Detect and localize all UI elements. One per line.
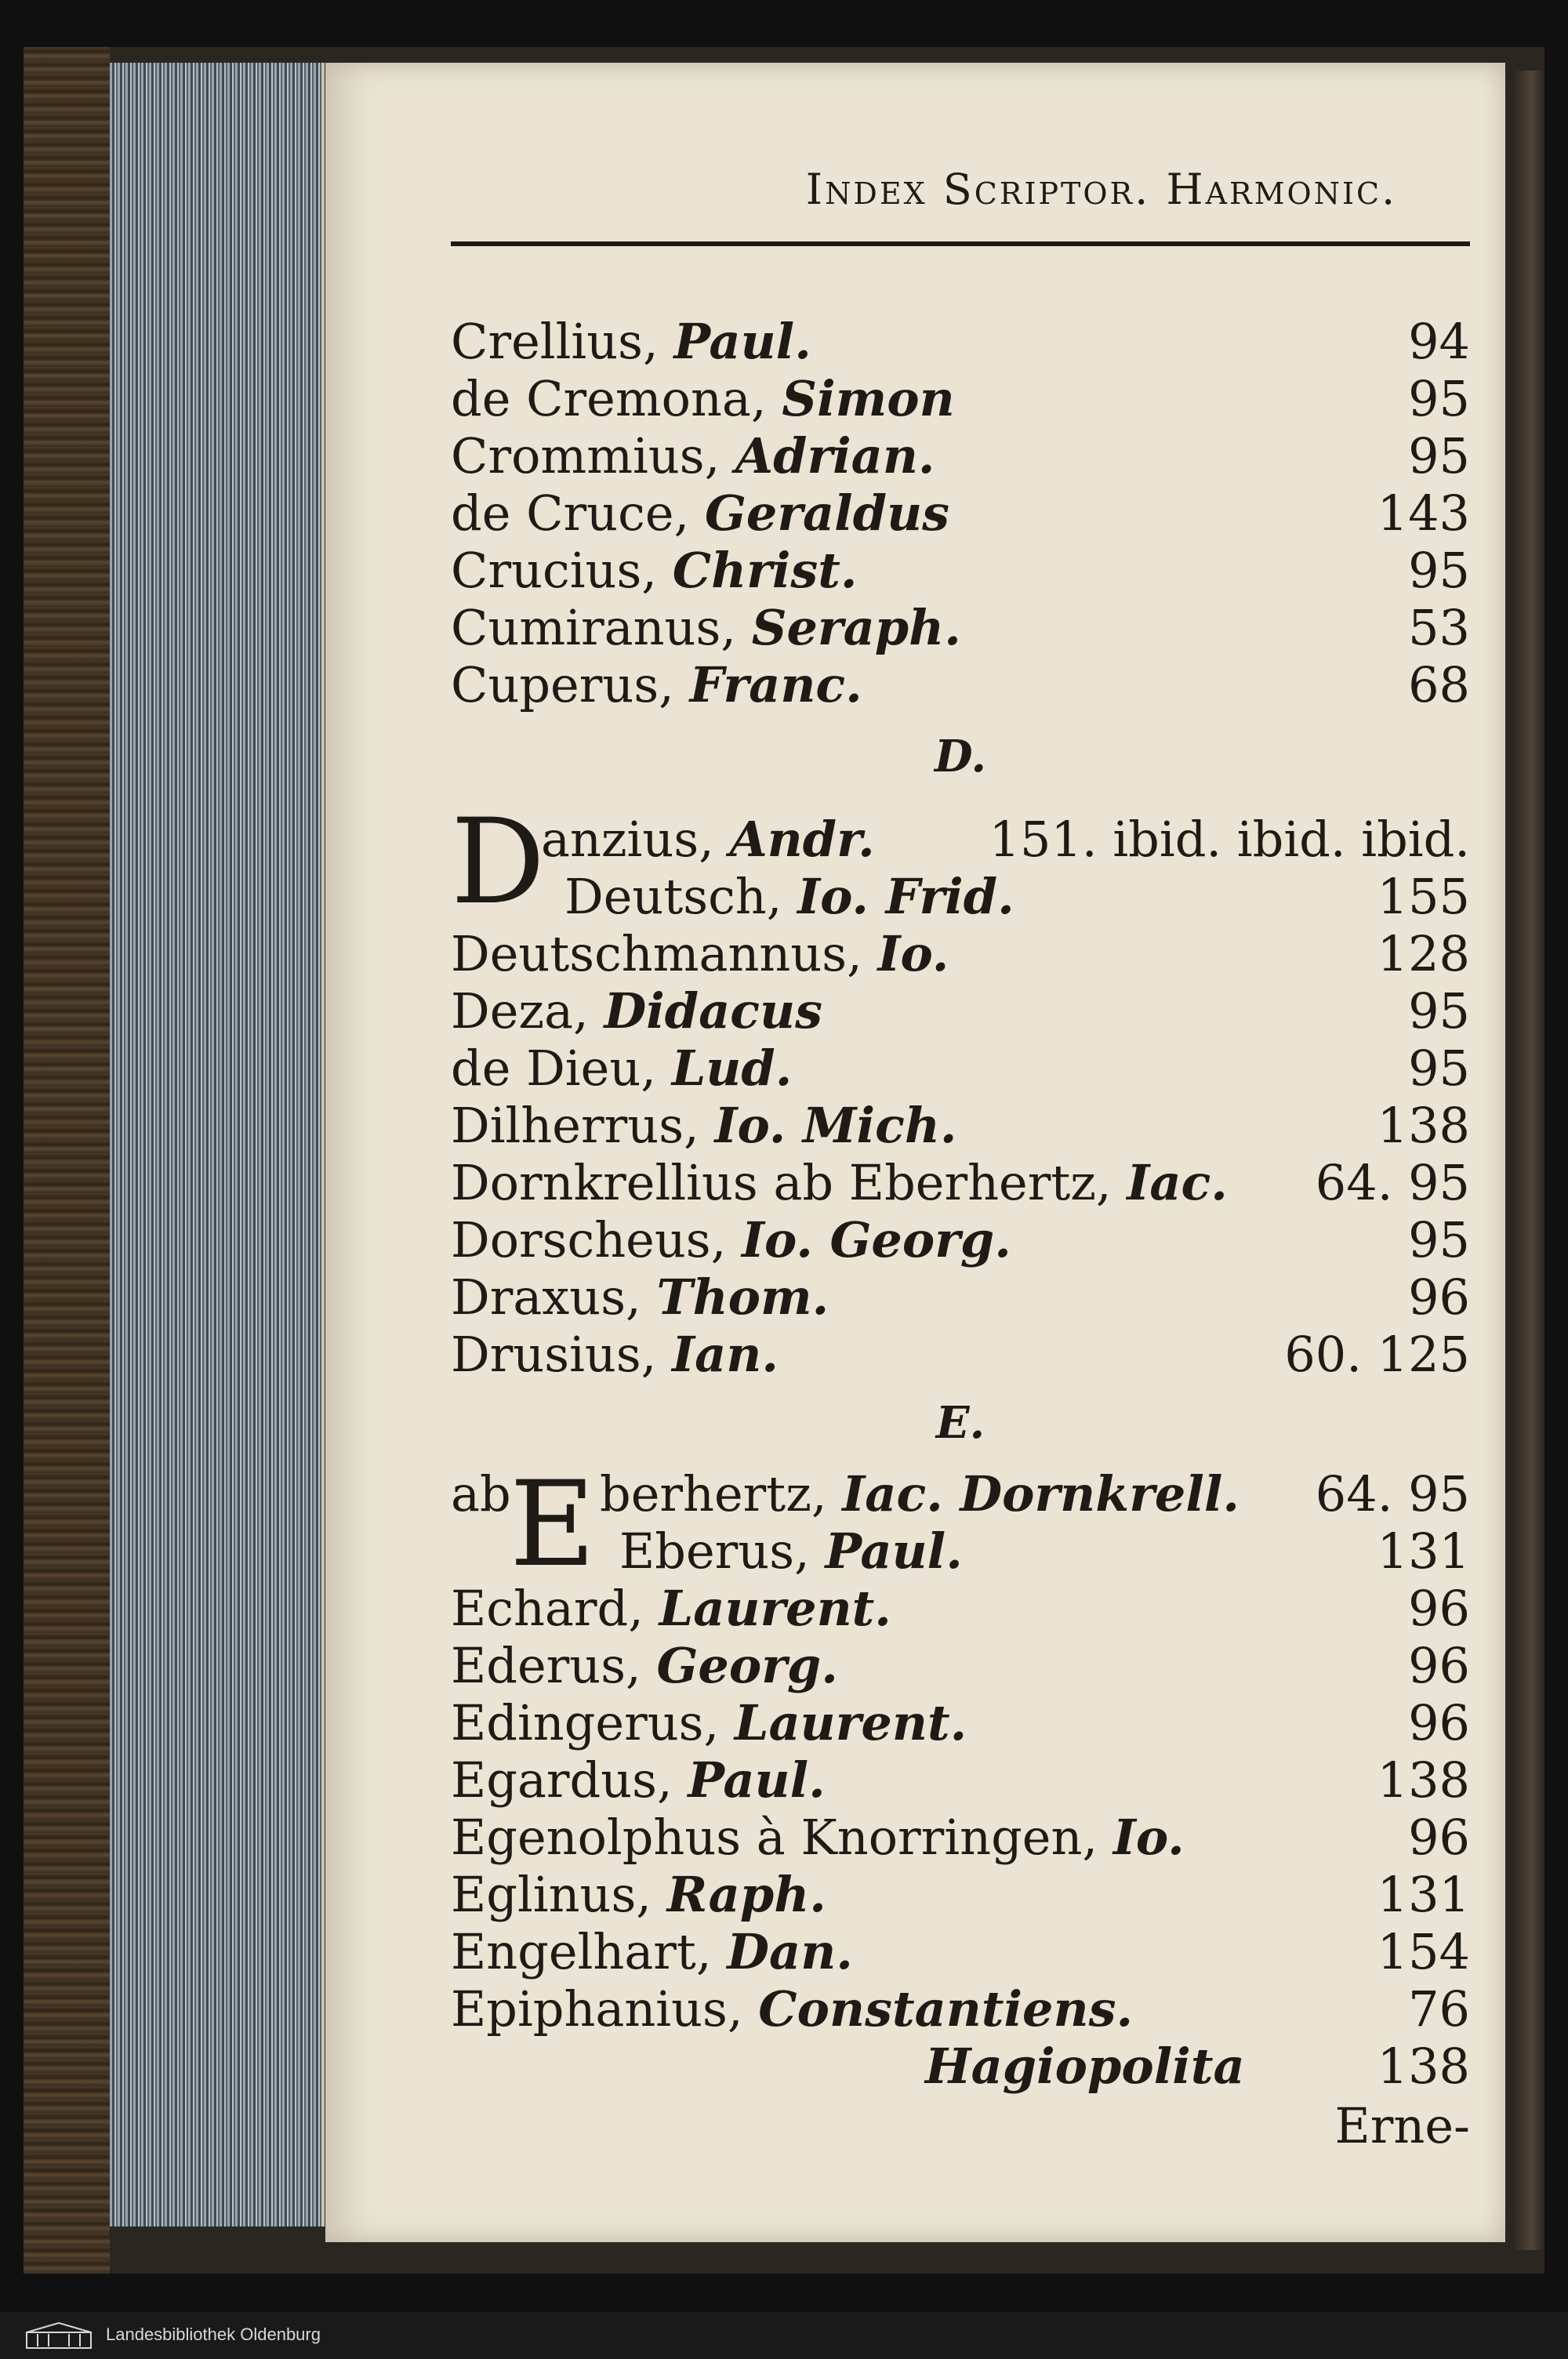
index-entry — [451, 600, 1470, 656]
entry-pages: 76 — [1408, 1980, 1470, 2038]
facing-page-edge — [1513, 71, 1544, 2250]
entry-given-name: Io. Mich. — [714, 1097, 957, 1154]
entry-given-name: Paul. — [688, 1751, 826, 1809]
entry-surname: de Cruce, — [451, 485, 690, 542]
index-entry — [451, 1040, 1470, 1097]
entry-surname: Deutsch, — [564, 868, 782, 925]
entry-given-name: Andr. — [729, 811, 875, 868]
entry-given-name: Io. Georg. — [742, 1211, 1011, 1268]
entry-surname: Dornkrellius ab Eberhertz, — [451, 1154, 1112, 1211]
entry-surname: Crellius, — [451, 313, 659, 370]
entry-surname: Dorscheus, — [451, 1211, 727, 1268]
index-entry — [451, 1695, 1470, 1751]
entry-given-name: Paul. — [673, 313, 811, 370]
index-entry — [925, 2038, 1470, 2095]
drop-cap-prefix: ab — [451, 1465, 511, 1522]
index-entry — [451, 1809, 1470, 1866]
entry-surname: Egardus, — [451, 1751, 673, 1809]
entry-given-name: Seraph. — [751, 599, 961, 656]
entry-given-name: Christ. — [672, 542, 858, 599]
entry-given-name: Hagiopolita — [925, 2038, 1245, 2095]
library-name: Landesbibliothek Oldenburg — [106, 2325, 321, 2344]
entry-pages: 60. 125 — [1284, 1326, 1470, 1383]
header-rule — [451, 241, 1470, 246]
entry-surname: Crucius, — [451, 542, 658, 599]
entry-surname: de Dieu, — [451, 1040, 656, 1097]
entry-pages: 95 — [1408, 1211, 1470, 1268]
entry-pages: 155 — [1377, 868, 1470, 925]
page-edges — [110, 63, 325, 2227]
index-entry — [451, 1326, 1470, 1383]
entry-given-name: Iac. — [1127, 1154, 1228, 1211]
entry-given-name: Io. — [1112, 1809, 1185, 1866]
index-entry — [451, 983, 1470, 1040]
entry-pages: 95 — [1408, 370, 1470, 427]
entry-surname: berhertz, — [600, 1465, 827, 1522]
entry-surname: Egenolphus à Knorringen, — [451, 1809, 1098, 1866]
entry-given-name: Constantiens. — [758, 1980, 1134, 2038]
library-building-icon — [24, 2321, 94, 2350]
entry-given-name: Dan. — [727, 1923, 853, 1980]
entry-pages: 94 — [1408, 313, 1470, 370]
entry-pages: 53 — [1408, 599, 1470, 656]
index-entry — [541, 811, 1470, 868]
catchword: Erne- — [1334, 2097, 1470, 2154]
entry-surname: Edingerus, — [451, 1694, 720, 1751]
entry-given-name: Geraldus — [704, 485, 950, 542]
index-entry — [451, 926, 1470, 982]
entry-given-name: Didacus — [604, 982, 823, 1040]
entry-given-name: Io. — [877, 925, 949, 982]
entry-pages: 95 — [1408, 982, 1470, 1040]
index-entry — [451, 371, 1470, 427]
index-entry — [451, 1638, 1470, 1694]
entry-surname: Cuperus, — [451, 656, 674, 713]
entry-given-name: Paul. — [825, 1522, 963, 1580]
entry-pages: 131 — [1377, 1522, 1470, 1580]
entry-given-name: Raph. — [666, 1866, 826, 1923]
index-entry — [451, 1212, 1470, 1268]
index-entry — [451, 1867, 1470, 1923]
entry-given-name: Laurent. — [734, 1694, 967, 1751]
entry-pages: 138 — [1377, 2038, 1470, 2095]
entry-surname: Eberus, — [619, 1522, 810, 1580]
entry-pages: 151. ibid. ibid. ibid. — [989, 811, 1470, 868]
index-entry — [619, 1523, 1470, 1580]
entry-surname: Epiphanius, — [451, 1980, 743, 2038]
entry-surname: Eglinus, — [451, 1866, 652, 1923]
entry-pages: 154 — [1377, 1923, 1470, 1980]
entry-given-name: Thom. — [656, 1268, 829, 1326]
entry-pages: 131 — [1377, 1866, 1470, 1923]
entry-pages: 96 — [1408, 1637, 1470, 1694]
entry-pages: 64. 95 — [1315, 1465, 1470, 1522]
index-entry — [564, 869, 1470, 925]
entry-pages: 138 — [1377, 1097, 1470, 1154]
entry-surname: Crommius, — [451, 427, 720, 485]
index-entry — [451, 1098, 1470, 1154]
entry-surname: Deza, — [451, 982, 589, 1040]
entry-surname: Ederus, — [451, 1637, 641, 1694]
entry-given-name: Iac. Dornkrell. — [842, 1465, 1240, 1522]
entry-pages: 143 — [1377, 485, 1470, 542]
entry-pages: 95 — [1408, 1040, 1470, 1097]
entry-pages: 96 — [1408, 1694, 1470, 1751]
index-entry — [451, 1581, 1470, 1637]
index-entry — [451, 428, 1470, 485]
index-entry — [600, 1466, 1470, 1522]
index-entry — [451, 657, 1470, 713]
entry-surname: Dilherrus, — [451, 1097, 699, 1154]
entry-pages: 138 — [1377, 1751, 1470, 1809]
index-entry — [451, 1269, 1470, 1326]
entry-given-name: Simon — [782, 370, 955, 427]
index-entry — [451, 314, 1470, 370]
section-heading-d: D. — [934, 731, 987, 782]
drop-cap-d: D — [451, 794, 546, 931]
entry-given-name: Laurent. — [659, 1580, 891, 1637]
entry-pages: 68 — [1408, 656, 1470, 713]
entry-given-name: Lud. — [671, 1040, 793, 1097]
entry-surname: Engelhart, — [451, 1923, 712, 1980]
section-heading-e: E. — [935, 1397, 985, 1449]
entry-pages: 95 — [1408, 542, 1470, 599]
drop-cap-e: E — [510, 1457, 596, 1593]
book-spine — [24, 47, 110, 2274]
entry-given-name: Ian. — [672, 1326, 779, 1383]
running-header: Index Scriptor. Harmonic. — [805, 165, 1398, 214]
entry-surname: de Cremona, — [451, 370, 767, 427]
entry-pages: 128 — [1377, 925, 1470, 982]
entry-pages: 96 — [1408, 1809, 1470, 1866]
entry-surname: Cumiranus, — [451, 599, 736, 656]
entry-surname: anzius, — [541, 811, 714, 868]
index-entry — [451, 485, 1470, 542]
entry-surname: Deutschmannus, — [451, 925, 862, 982]
index-page — [325, 63, 1505, 2242]
entry-given-name: Io. Frid. — [797, 868, 1014, 925]
index-entry — [451, 1981, 1470, 2038]
entry-surname: Draxus, — [451, 1268, 641, 1326]
entry-pages: 64. 95 — [1315, 1154, 1470, 1211]
index-entry — [451, 543, 1470, 599]
entry-surname: Drusius, — [451, 1326, 657, 1383]
index-entry — [451, 1155, 1470, 1211]
entry-pages: 96 — [1408, 1268, 1470, 1326]
entry-given-name: Adrian. — [735, 427, 935, 485]
entry-given-name: Georg. — [656, 1637, 838, 1694]
library-footer — [0, 2312, 1568, 2359]
book — [24, 47, 1544, 2274]
index-entry — [451, 1752, 1470, 1809]
entry-given-name: Franc. — [689, 656, 862, 713]
entry-pages: 95 — [1408, 427, 1470, 485]
entry-pages: 96 — [1408, 1580, 1470, 1637]
entry-surname: Echard, — [451, 1580, 644, 1637]
index-entry — [451, 1924, 1470, 1980]
